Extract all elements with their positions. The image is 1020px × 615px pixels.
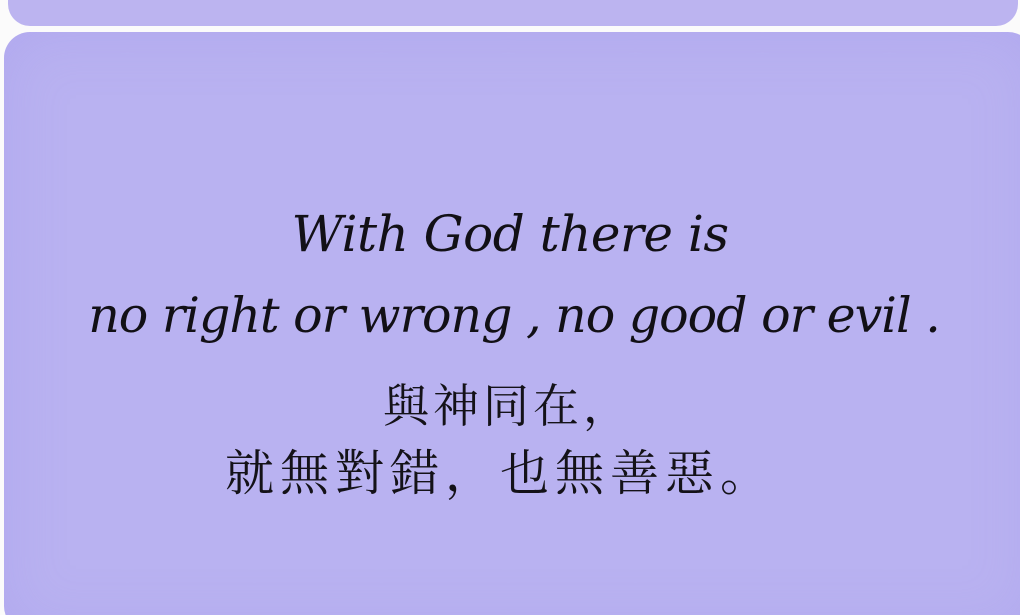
chinese-quote-line-2: 就無對錯，也無善惡。 — [224, 445, 775, 502]
chinese-quote-line-1: 與神同在， — [383, 379, 633, 433]
english-quote-line-2: no right or wrong , no good or evil . — [88, 287, 940, 344]
english-quote-line-1: With God there is — [291, 205, 729, 263]
